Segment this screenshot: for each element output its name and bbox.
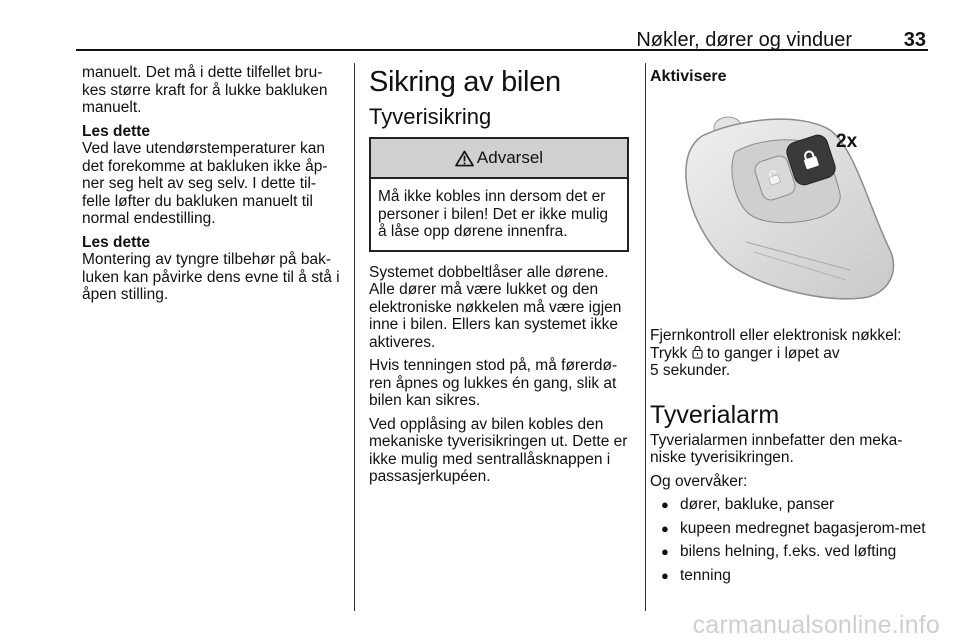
list-item: ● tenning — [650, 567, 930, 585]
column-middle — [369, 64, 635, 486]
warning-body — [371, 179, 627, 250]
list-item: ● kupeen medregnet bagasjerom-met — [650, 520, 930, 538]
note2-title: Les dette — [82, 233, 151, 251]
intro-text: manuelt. Det må i dette tilfellet bru-kes større kraft for å lukke bakluken manuelt. — [82, 64, 328, 116]
press-instruction-end: to ganger i løpet av — [702, 344, 840, 362]
section-heading: Sikring av bilen — [369, 66, 561, 98]
watermark-brand: carmanualsonline.info — [692, 611, 940, 639]
figure-caption: Fjernkontroll eller elektronisk nøkkel: — [650, 327, 902, 344]
paragraph-double-lock: Systemet dobbeltlåser alle dørene. Alle dører må være lukket og den elektroniske nøkkelen må være igjen inne i bilen. Ellers kan systemet ikke aktiveres. — [369, 263, 622, 351]
note1-title: Les dette — [82, 122, 151, 140]
warning-text: Må ikke kobles inn dersom det er personer i bilen! Det er ikke mulig å låse opp dørene innenfra. — [378, 188, 609, 240]
monitors-intro: Og overvåker: — [650, 472, 748, 490]
warning-title: Advarsel — [476, 148, 544, 167]
paragraph-ignition: Hvis tenningen stod på, må førerdø-ren åpnes og lukkes én gang, slik at bilen kan sikres. — [369, 357, 618, 409]
press-instruction-line2: 5 sekunder. — [650, 362, 731, 379]
list-item: ● bilens helning, f.eks. ved løfting — [650, 543, 930, 561]
column-right — [650, 64, 930, 584]
press-instruction — [650, 345, 930, 363]
note2-text: Montering av tyngre tilbehør på bak-luken kan påvirke dens evne til å stå i åpen stilling. — [82, 251, 340, 303]
lock-icon — [692, 345, 703, 359]
alarm-heading: Tyverialarm — [650, 400, 780, 429]
column-left — [82, 64, 342, 304]
column-divider-left — [354, 63, 355, 611]
warning-box — [369, 137, 629, 252]
monitored-list — [650, 496, 930, 584]
header-rule — [76, 49, 928, 51]
paragraph-unlock: Ved opplåsing av bilen kobles den mekaniske tyverisikringen ut. Dette er ikke mulig med sentrallåsknappen i passasjerkupéen. — [369, 415, 628, 485]
activate-heading: Aktivisere — [650, 68, 727, 85]
subsection-heading: Tyverisikring — [369, 104, 492, 129]
warning-header — [371, 139, 627, 179]
page-number: 33 — [903, 29, 926, 51]
warning-triangle-icon — [455, 150, 474, 167]
list-item: ● dører, bakluke, panser — [650, 496, 930, 514]
figure-label: 2x — [836, 131, 858, 152]
press-instruction-start: Trykk — [650, 344, 692, 362]
header-title: Nøkler, dører og vinduer — [636, 29, 852, 51]
column-divider-right — [645, 63, 646, 611]
remote-key-illustration — [650, 90, 926, 310]
note1-text: Ved lave utendørstemperaturer kan det forekomme at bakluken ikke åp-ner seg helt av seg selv. I dette til-felle løfter du bakluken manuelt til normal endestilling. — [82, 140, 328, 227]
alarm-text: Tyverialarmen innbefatter den meka-niske tyverisikringen. — [650, 431, 903, 466]
